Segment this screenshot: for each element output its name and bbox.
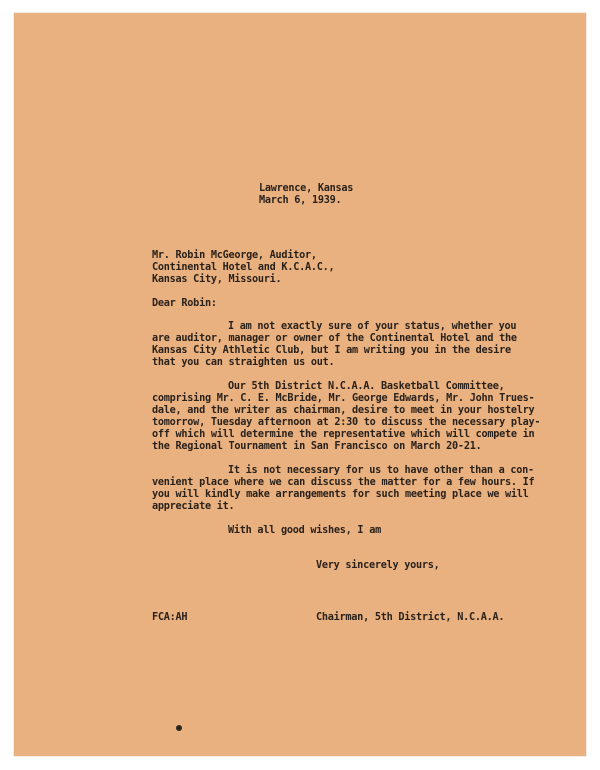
paragraph-3-line-3: you will kindly make arrangements for such meeting place we will [152, 489, 529, 500]
paragraph-3-line-2: venient place where we can discuss the matter for a few hours. If [152, 477, 535, 488]
paragraph-2-line-3: dale, and the writer as chairman, desire to meet in your hostelry [152, 405, 535, 416]
recipient-line-1: Mr. Robin McGeorge, Auditor, [152, 250, 317, 261]
letter-place: Lawrence, Kansas [259, 183, 354, 194]
paragraph-1-line-1: I am not exactly sure of your status, whether you [228, 321, 517, 332]
paragraph-2-line-2: comprising Mr. C. E. McBride, Mr. George Edwards, Mr. John Trues- [152, 393, 535, 404]
typist-initials: FCA:AH [152, 612, 188, 623]
signature-title: Chairman, 5th District, N.C.A.A. [316, 612, 505, 623]
recipient-line-2: Continental Hotel and K.C.A.C., [152, 262, 335, 273]
salutation: Dear Robin: [152, 298, 217, 309]
complimentary-close: Very sincerely yours, [316, 560, 440, 571]
paragraph-2-line-1: Our 5th District N.C.A.A. Basketball Committee, [228, 381, 505, 392]
paragraph-1-line-2: are auditor, manager or owner of the Continental Hotel and the [152, 333, 517, 344]
paragraph-1-line-3: Kansas City Athletic Club, but I am writing you in the desire [152, 345, 511, 356]
paragraph-2-line-5: off which will determine the representative which will compete in [152, 429, 535, 440]
closing-wish: With all good wishes, I am [228, 525, 381, 536]
ink-spot [176, 725, 182, 731]
paragraph-3-line-1: It is not necessary for us to have other than a con- [228, 465, 534, 476]
paragraph-1-line-4: that you can straighten us out. [152, 357, 335, 368]
paragraph-2-line-6: the Regional Tournament in San Francisco on March 20-21. [152, 441, 482, 452]
recipient-line-3: Kansas City, Missouri. [152, 274, 282, 285]
letter-date: March 6, 1939. [259, 195, 342, 206]
paragraph-2-line-4: tomorrow, Tuesday afternoon at 2:30 to discuss the necessary play- [152, 417, 541, 428]
paragraph-3-line-4: appreciate it. [152, 501, 235, 512]
